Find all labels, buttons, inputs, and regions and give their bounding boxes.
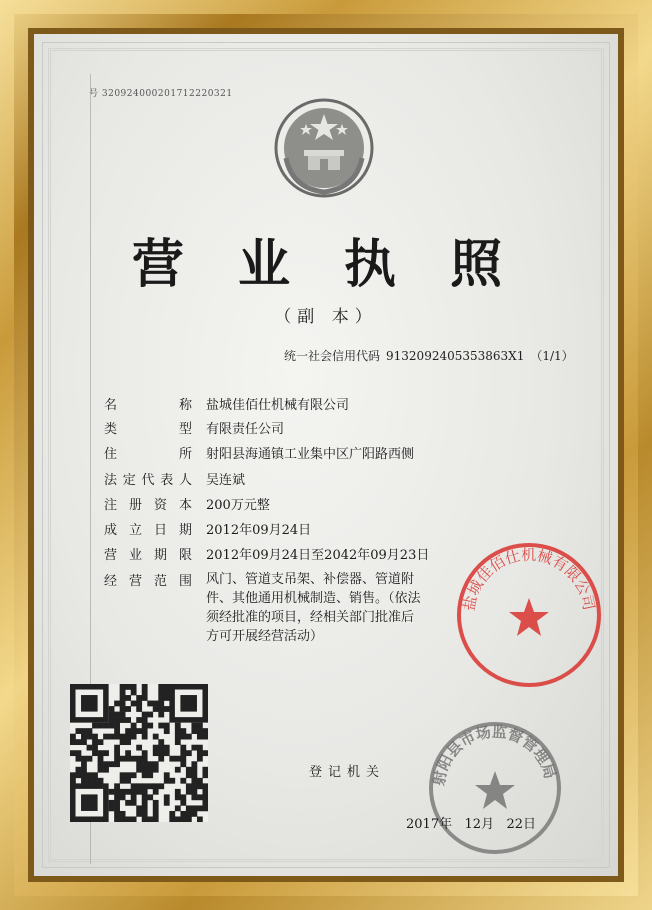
date-month-unit: 月 — [481, 817, 495, 832]
field-value: 有限责任公司 — [206, 422, 285, 437]
qr-finder-pattern — [81, 794, 98, 811]
copy-type-subtitle: （副 本） — [274, 307, 378, 327]
credit-code-value: 91320924053538​63X1 — [386, 349, 525, 363]
date-year: 2017 — [406, 817, 440, 832]
issue-date — [406, 813, 536, 832]
copy-index: （1/1） — [530, 349, 574, 363]
credit-code-label: 统一社会信用代码 — [284, 349, 381, 363]
serial-number: 号 3209240002017122203​21 — [89, 89, 233, 99]
field-label: 住所 — [104, 447, 192, 462]
field-value: 2012年09月24日 — [206, 523, 312, 538]
date-month: 12 — [464, 817, 482, 832]
field-value: 2012年09月24日至2042年09月23日 — [206, 548, 430, 563]
national-emblem-icon — [272, 96, 376, 200]
registration-authority-seal — [426, 719, 564, 857]
qr-finder-pattern — [81, 695, 98, 712]
field-label: 成立日期 — [104, 523, 192, 538]
page-title: 营 业 执 照 — [131, 234, 521, 295]
field-label: 注册资本 — [104, 498, 192, 513]
field-value: 吴连斌 — [206, 473, 246, 488]
scope-label: 经营范围 — [104, 574, 192, 589]
field-value: 射阳县海通镇工业集中区广阳路西侧 — [206, 447, 415, 462]
qr-code[interactable] — [70, 684, 208, 822]
date-day-unit: 日 — [523, 817, 537, 832]
credit-code-line — [284, 347, 580, 364]
registration-authority-label: 登记机关 — [309, 765, 386, 780]
qr-finder-pattern — [180, 695, 197, 712]
date-day: 22 — [506, 817, 524, 832]
field-row — [104, 519, 311, 538]
scope-row — [104, 570, 206, 589]
field-row — [104, 443, 414, 462]
company-stamp — [454, 540, 604, 690]
scope-value: 风门、管道支吊架、补偿器、管道附件、其他通用机械制造、销售。（依法须经批准的项目，经相关部门批准后方可开展经营活动） — [206, 572, 421, 644]
field-row — [104, 394, 349, 413]
field-label: 营业期限 — [104, 548, 192, 563]
field-row — [104, 494, 270, 513]
field-value: 盐城佳佰仕机械有限公司 — [206, 398, 350, 413]
field-row — [104, 544, 429, 563]
field-row — [104, 469, 245, 488]
date-year-unit: 年 — [439, 817, 453, 832]
seal-text: 射阳县市场监督管理局 — [429, 722, 560, 788]
field-label: 类型 — [104, 422, 192, 437]
field-row — [104, 418, 284, 437]
business-license-document — [34, 34, 618, 876]
field-label: 法定代表人 — [104, 473, 192, 488]
field-label: 名称 — [104, 398, 192, 413]
company-stamp-text: 盐城佳佰仕机械有限公司 — [459, 545, 599, 613]
field-value: 200万元整 — [206, 498, 270, 513]
